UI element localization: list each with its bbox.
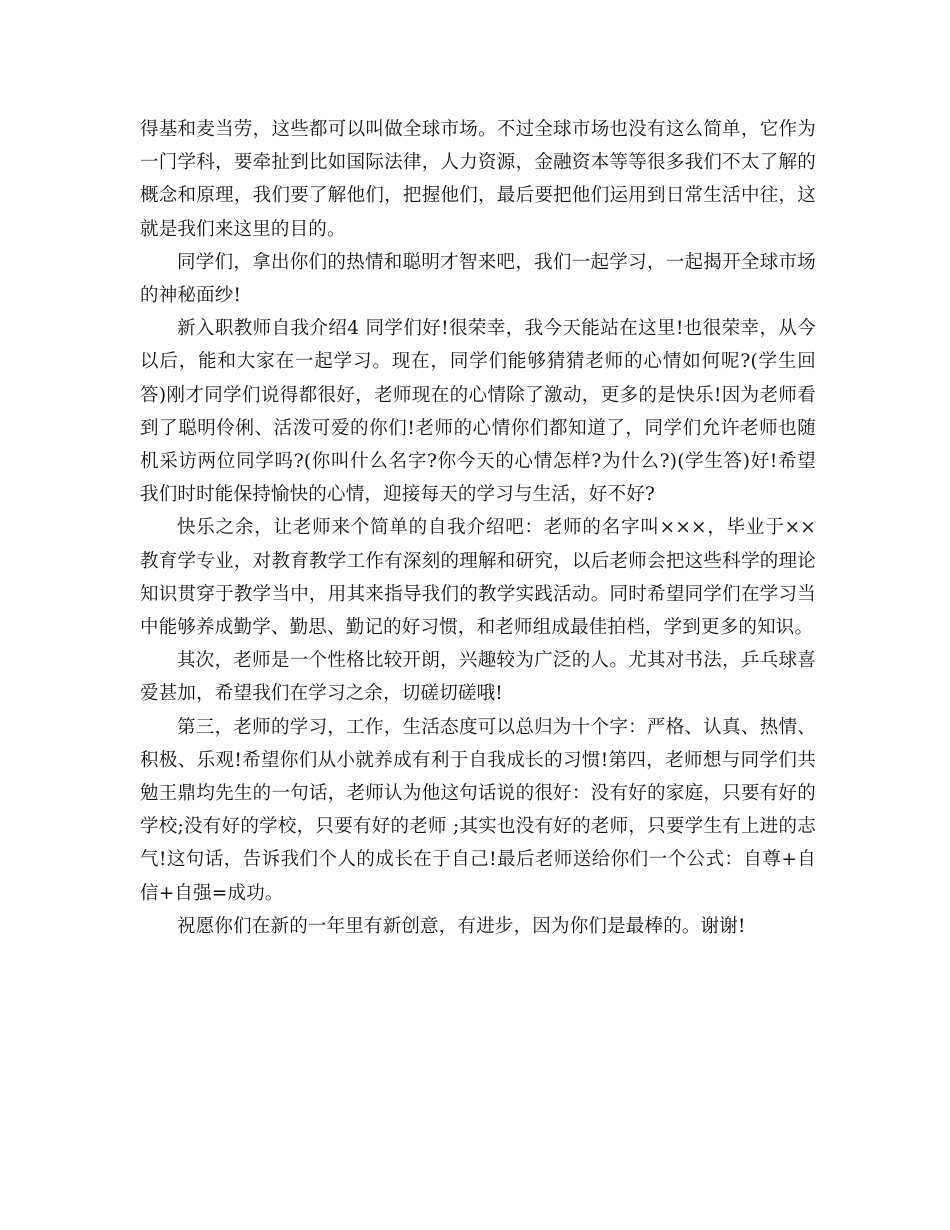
paragraph-attitude: 第三，老师的学习，工作，生活态度可以总归为十个字：严格、认真、热情、积极、乐观!希望你们从小就养成有利于自我成长的习惯!第四，老师想与同学们共勉王鼎均先生的一句话，老师认为他这句话说的很好：没有好的家庭，只要有好的学校;没有好的学校，只要有好的老师 ;其实也没有好的老师，只要学生有上进的志气!这句话，告诉我们个人的成长在于自己!最后老师送给你们一个公式：自尊+自信+自强=成功。 — [140, 716, 816, 904]
paragraph-closing-wishes: 祝愿你们在新的一年里有新创意，有进步，因为你们是最棒的。谢谢! — [177, 915, 746, 937]
paragraph-invitation: 同学们，拿出你们的热情和聪明才智来吧，我们一起学习，一起揭开全球市场的神秘面纱! — [140, 251, 816, 307]
paragraph-self-introduction: 快乐之余，让老师来个简单的自我介绍吧：老师的名字叫×××，毕业于××教育学专业，对教育教学工作有深刻的理解和研究，以后老师会把这些科学的理论知识贯穿于教学当中，用其来指导我们的教学实践活动。同时希望同学们在学习当中能够养成勤学、勤思、勤记的好习惯，和老师组成最佳拍档，学到更多的知识。 — [140, 517, 816, 639]
document-body — [140, 113, 816, 943]
paragraph-hobbies: 其次，老师是一个性格比较开朗，兴趣较为广泛的人。尤其对书法，乒乓球喜爱甚加，希望我们在学习之余，切磋切磋哦! — [140, 650, 816, 705]
paragraph-introduction-4: 新入职教师自我介绍4 同学们好!很荣幸，我今天能站在这里!也很荣幸，从今以后，能和大家在一起学习。现在，同学们能够猜猜老师的心情如何呢?(学生回答)刚才同学们说得都很好，老师现在的心情除了激动，更多的是快乐!因为老师看到了聪明伶俐、活泼可爱的你们!老师的心情你们都知道了，同学们允许老师也随机采访两位同学吗?(你叫什么名字?你今天的心情怎样?为什么?)(学生答)好!希望我们时时能保持愉快的心情，迎接每天的学习与生活，好不好? — [140, 318, 816, 506]
paragraph-continuation: 得基和麦当劳，这些都可以叫做全球市场。不过全球市场也没有这么简单，它作为一门学科，要牵扯到比如国际法律，人力资源，金融资本等等很多我们不太了解的概念和原理，我们要了解他们，把握他们，最后要把他们运用到日常生活中往，这就是我们来这里的目的。 — [140, 119, 816, 240]
